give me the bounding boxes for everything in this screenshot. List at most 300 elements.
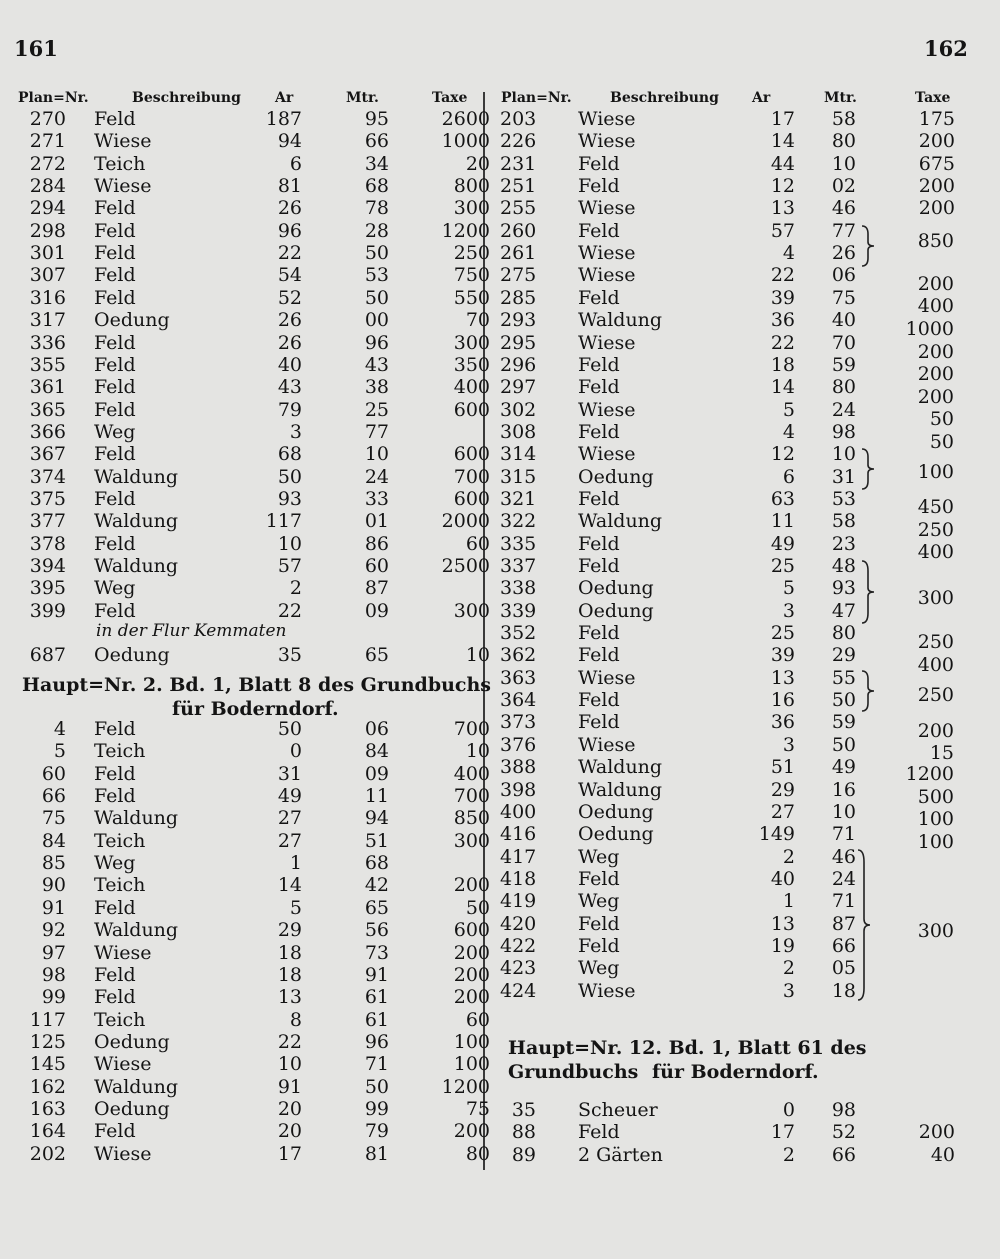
cell-mtr: 33 bbox=[364, 487, 389, 510]
cell-desc: Feld bbox=[94, 264, 136, 287]
cell-plan: 117 bbox=[29, 1008, 66, 1031]
cell-mtr: 24 bbox=[364, 465, 389, 488]
cell-taxe: 250 bbox=[453, 242, 490, 265]
cell-plan: 377 bbox=[29, 510, 66, 533]
cell-plan: 4 bbox=[53, 718, 66, 740]
cell-mtr: 10 bbox=[831, 152, 856, 175]
header-desc-left: Beschreibung bbox=[132, 90, 241, 106]
cell-plan: 88 bbox=[511, 1121, 536, 1144]
cell-desc: Oedung bbox=[94, 1030, 170, 1053]
cell-plan: 255 bbox=[500, 197, 537, 220]
cell-mtr: 68 bbox=[364, 852, 389, 875]
cell-taxe: 200 bbox=[453, 941, 490, 964]
location-note: in der Flur Kemmaten bbox=[96, 621, 287, 641]
cell-desc: Feld bbox=[578, 644, 620, 667]
cell-mtr: 61 bbox=[364, 1008, 389, 1031]
taxe-value: 450 bbox=[917, 496, 954, 518]
taxe-value: 100 bbox=[917, 831, 954, 853]
cell-taxe: 600 bbox=[453, 919, 490, 942]
cell-plan: 295 bbox=[500, 331, 537, 354]
cell-mtr: 24 bbox=[831, 867, 856, 890]
cell-desc: Scheuer bbox=[578, 1099, 658, 1121]
cell-mtr: 09 bbox=[364, 762, 389, 785]
cell-desc: Feld bbox=[578, 689, 620, 712]
page-number-left: 161 bbox=[14, 36, 58, 61]
cell-taxe: 200 bbox=[918, 175, 955, 198]
cell-ar: 94 bbox=[277, 130, 302, 153]
cell-ar: 17 bbox=[770, 1121, 795, 1144]
cell-desc: Wiese bbox=[94, 175, 152, 198]
cell-taxe: 700 bbox=[453, 718, 490, 740]
cell-ar: 187 bbox=[265, 108, 302, 130]
cell-taxe: 75 bbox=[465, 1097, 490, 1120]
header-plan-left: Plan=Nr. bbox=[18, 90, 89, 106]
cell-plan: 163 bbox=[29, 1097, 66, 1120]
cell-desc: Feld bbox=[94, 197, 136, 220]
cell-mtr: 70 bbox=[831, 331, 856, 354]
cell-ar: 1 bbox=[782, 890, 795, 913]
cell-taxe: 350 bbox=[453, 353, 490, 376]
header-mtr-left: Mtr. bbox=[346, 90, 379, 106]
cell-desc: Waldung bbox=[578, 510, 663, 533]
cell-mtr: 52 bbox=[831, 1121, 856, 1144]
cell-mtr: 73 bbox=[364, 941, 389, 964]
cell-plan: 298 bbox=[29, 219, 66, 242]
cell-desc: Weg bbox=[94, 852, 136, 875]
cell-taxe: 1200 bbox=[441, 219, 490, 242]
cell-plan: 364 bbox=[500, 689, 537, 712]
cell-plan: 164 bbox=[29, 1120, 66, 1143]
cell-plan: 394 bbox=[29, 555, 66, 577]
cell-plan: 424 bbox=[500, 979, 537, 1002]
cell-plan: 260 bbox=[500, 219, 537, 242]
taxe-value: 200 bbox=[917, 363, 954, 385]
cell-ar: 13 bbox=[770, 666, 795, 689]
cell-ar: 117 bbox=[265, 510, 302, 533]
cell-ar: 26 bbox=[277, 331, 302, 354]
cell-ar: 22 bbox=[770, 331, 795, 354]
cell-desc: Feld bbox=[94, 487, 136, 510]
cell-desc: Wiese bbox=[94, 130, 152, 153]
cell-plan: 296 bbox=[500, 353, 537, 376]
cell-taxe: 1000 bbox=[441, 130, 490, 153]
cell-desc: Feld bbox=[578, 376, 620, 399]
cell-desc: Wiese bbox=[578, 979, 636, 1002]
cell-mtr: 40 bbox=[831, 309, 856, 332]
cell-desc: Feld bbox=[94, 331, 136, 354]
cell-desc: Feld bbox=[94, 108, 136, 130]
cell-desc: Feld bbox=[94, 532, 136, 555]
cell-plan: 395 bbox=[29, 577, 66, 600]
taxe-value: 250 bbox=[917, 684, 954, 706]
cell-plan: 66 bbox=[41, 785, 66, 808]
cell-desc: Oedung bbox=[94, 309, 170, 332]
cell-plan: 317 bbox=[29, 309, 66, 332]
cell-mtr: 50 bbox=[364, 286, 389, 309]
cell-taxe: 100 bbox=[453, 1053, 490, 1076]
cell-mtr: 87 bbox=[364, 577, 389, 600]
cell-plan: 322 bbox=[500, 510, 537, 533]
cell-mtr: 50 bbox=[364, 1075, 389, 1098]
cell-desc: Feld bbox=[578, 934, 620, 957]
taxe-value: 850 bbox=[917, 230, 954, 252]
cell-mtr: 77 bbox=[831, 219, 856, 242]
cell-taxe: 80 bbox=[465, 1142, 490, 1165]
cell-taxe: 600 bbox=[453, 443, 490, 466]
cell-ar: 13 bbox=[770, 912, 795, 935]
cell-desc: Feld bbox=[94, 376, 136, 399]
cell-plan: 293 bbox=[500, 309, 537, 332]
cell-mtr: 38 bbox=[364, 376, 389, 399]
cell-desc: Weg bbox=[578, 845, 620, 868]
cell-mtr: 59 bbox=[831, 353, 856, 376]
cell-ar: 13 bbox=[277, 986, 302, 1009]
cell-plan: 367 bbox=[29, 443, 66, 466]
cell-desc: Waldung bbox=[94, 919, 179, 942]
cell-desc: Wiese bbox=[578, 331, 636, 354]
cell-desc: Feld bbox=[94, 398, 136, 421]
cell-plan: 145 bbox=[29, 1053, 66, 1076]
cell-ar: 0 bbox=[289, 740, 302, 763]
cell-mtr: 51 bbox=[364, 829, 389, 852]
cell-desc: Feld bbox=[94, 785, 136, 808]
cell-ar: 51 bbox=[770, 756, 795, 779]
cell-plan: 99 bbox=[41, 986, 66, 1009]
cell-plan: 92 bbox=[41, 919, 66, 942]
cell-ar: 14 bbox=[277, 874, 302, 897]
cell-desc: Wiese bbox=[578, 242, 636, 265]
cell-desc: Oedung bbox=[578, 823, 654, 846]
cell-ar: 29 bbox=[770, 778, 795, 801]
cell-plan: 398 bbox=[500, 778, 537, 801]
cell-taxe: 400 bbox=[453, 762, 490, 785]
cell-ar: 3 bbox=[782, 599, 795, 622]
cell-taxe: 200 bbox=[453, 1120, 490, 1143]
section-heading-left-line2: für Boderndorf. bbox=[172, 698, 339, 720]
cell-desc: Oedung bbox=[94, 1097, 170, 1120]
cell-mtr: 80 bbox=[831, 622, 856, 645]
cell-ar: 6 bbox=[782, 465, 795, 488]
cell-taxe: 50 bbox=[465, 896, 490, 919]
taxe-value: 200 bbox=[917, 720, 954, 742]
cell-desc: Waldung bbox=[578, 756, 663, 779]
cell-desc: Feld bbox=[578, 867, 620, 890]
cell-plan: 316 bbox=[29, 286, 66, 309]
section-heading-right-line2: für Boderndorf. bbox=[652, 1061, 819, 1083]
cell-mtr: 94 bbox=[364, 807, 389, 830]
cell-taxe: 675 bbox=[918, 152, 955, 175]
header-desc-right: Beschreibung bbox=[610, 90, 719, 106]
cell-mtr: 05 bbox=[831, 957, 856, 980]
header-ar-left: Ar bbox=[275, 90, 294, 106]
cell-desc: Feld bbox=[578, 286, 620, 309]
cell-ar: 4 bbox=[782, 242, 795, 265]
cell-mtr: 93 bbox=[831, 577, 856, 600]
cell-plan: 419 bbox=[500, 890, 537, 913]
cell-mtr: 29 bbox=[831, 644, 856, 667]
cell-taxe: 1200 bbox=[441, 1075, 490, 1098]
cell-taxe: 800 bbox=[453, 175, 490, 198]
cell-mtr: 18 bbox=[831, 979, 856, 1002]
cell-desc: Waldung bbox=[94, 807, 179, 830]
taxe-value: 200 bbox=[917, 341, 954, 363]
cell-mtr: 91 bbox=[364, 963, 389, 986]
taxe-value: 1000 bbox=[905, 318, 954, 340]
cell-plan: 374 bbox=[29, 465, 66, 488]
cell-mtr: 48 bbox=[831, 555, 856, 577]
cell-plan: 362 bbox=[500, 644, 537, 667]
cell-plan: 89 bbox=[511, 1143, 536, 1166]
cell-ar: 25 bbox=[770, 622, 795, 645]
cell-ar: 17 bbox=[277, 1142, 302, 1165]
cell-plan: 352 bbox=[500, 622, 537, 645]
cell-desc: Feld bbox=[94, 1120, 136, 1143]
cell-plan: 203 bbox=[500, 108, 537, 130]
cell-plan: 366 bbox=[29, 420, 66, 443]
cell-desc: Feld bbox=[578, 152, 620, 175]
cell-taxe: 70 bbox=[465, 309, 490, 332]
cell-mtr: 75 bbox=[831, 286, 856, 309]
cell-taxe: 200 bbox=[918, 197, 955, 220]
cell-taxe: 2500 bbox=[441, 555, 490, 577]
cell-mtr: 59 bbox=[831, 711, 856, 734]
cell-ar: 40 bbox=[770, 867, 795, 890]
cell-mtr: 25 bbox=[364, 398, 389, 421]
cell-ar: 1 bbox=[289, 852, 302, 875]
cell-desc: Oedung bbox=[578, 465, 654, 488]
cell-plan: 162 bbox=[29, 1075, 66, 1098]
cell-plan: 416 bbox=[500, 823, 537, 846]
cell-mtr: 96 bbox=[364, 331, 389, 354]
cell-desc: Teich bbox=[94, 152, 146, 175]
brace-337-339 bbox=[860, 559, 876, 625]
cell-plan: 375 bbox=[29, 487, 66, 510]
cell-desc: Feld bbox=[578, 622, 620, 645]
taxe-value: 100 bbox=[917, 808, 954, 830]
cell-ar: 36 bbox=[770, 309, 795, 332]
cell-plan: 202 bbox=[29, 1142, 66, 1165]
cell-taxe: 300 bbox=[453, 829, 490, 852]
cell-ar: 8 bbox=[289, 1008, 302, 1031]
cell-mtr: 53 bbox=[364, 264, 389, 287]
cell-mtr: 06 bbox=[364, 718, 389, 740]
cell-ar: 68 bbox=[277, 443, 302, 466]
cell-mtr: 06 bbox=[831, 264, 856, 287]
cell-desc: Feld bbox=[578, 555, 620, 577]
cell-ar: 54 bbox=[277, 264, 302, 287]
cell-desc: Wiese bbox=[578, 398, 636, 421]
cell-plan: 355 bbox=[29, 353, 66, 376]
cell-plan: 363 bbox=[500, 666, 537, 689]
cell-plan: 307 bbox=[29, 264, 66, 287]
cell-desc: Feld bbox=[94, 718, 136, 740]
cell-taxe: 300 bbox=[453, 599, 490, 622]
cell-mtr: 84 bbox=[364, 740, 389, 763]
cell-mtr: 50 bbox=[831, 733, 856, 756]
cell-plan: 417 bbox=[500, 845, 537, 868]
cell-mtr: 28 bbox=[364, 219, 389, 242]
cell-desc: Teich bbox=[94, 874, 146, 897]
cell-plan: 420 bbox=[500, 912, 537, 935]
cell-ar: 81 bbox=[277, 175, 302, 198]
cell-plan: 97 bbox=[41, 941, 66, 964]
cell-ar: 18 bbox=[277, 941, 302, 964]
cell-plan: 226 bbox=[500, 130, 537, 153]
cell-desc: Oedung bbox=[94, 644, 170, 666]
cell-plan: 314 bbox=[500, 443, 537, 466]
cell-ar: 22 bbox=[277, 1030, 302, 1053]
cell-mtr: 98 bbox=[831, 1099, 856, 1121]
taxe-value: 200 bbox=[917, 386, 954, 408]
cell-desc: Feld bbox=[94, 762, 136, 785]
cell-desc: Feld bbox=[578, 1121, 620, 1144]
cell-desc: Waldung bbox=[578, 778, 663, 801]
cell-ar: 29 bbox=[277, 919, 302, 942]
cell-ar: 52 bbox=[277, 286, 302, 309]
brace-363-364 bbox=[860, 669, 876, 713]
cell-desc: Weg bbox=[94, 577, 136, 600]
cell-desc: Weg bbox=[578, 890, 620, 913]
cell-desc: Oedung bbox=[578, 577, 654, 600]
cell-plan: 365 bbox=[29, 398, 66, 421]
cell-ar: 22 bbox=[277, 242, 302, 265]
cell-mtr: 58 bbox=[831, 510, 856, 533]
cell-ar: 35 bbox=[277, 644, 302, 666]
cell-plan: 272 bbox=[29, 152, 66, 175]
cell-desc: Waldung bbox=[94, 510, 179, 533]
cell-ar: 5 bbox=[782, 577, 795, 600]
cell-taxe: 750 bbox=[453, 264, 490, 287]
taxe-value: 250 bbox=[917, 519, 954, 541]
page-number-right: 162 bbox=[924, 36, 968, 61]
taxe-value: 1200 bbox=[905, 763, 954, 785]
cell-mtr: 80 bbox=[831, 130, 856, 153]
cell-ar: 36 bbox=[770, 711, 795, 734]
taxe-value: 15 bbox=[929, 742, 954, 764]
cell-plan: 275 bbox=[500, 264, 537, 287]
cell-mtr: 71 bbox=[364, 1053, 389, 1076]
cell-plan: 231 bbox=[500, 152, 537, 175]
section-heading-left-line1: Haupt=Nr. 2. Bd. 1, Blatt 8 des Grundbuchs bbox=[22, 674, 491, 696]
cell-desc: Wiese bbox=[578, 264, 636, 287]
cell-desc: Feld bbox=[578, 219, 620, 242]
cell-taxe: 10 bbox=[465, 740, 490, 763]
cell-ar: 2 bbox=[782, 1143, 795, 1166]
cell-plan: 271 bbox=[29, 130, 66, 153]
cell-desc: Wiese bbox=[94, 1142, 152, 1165]
cell-mtr: 66 bbox=[364, 130, 389, 153]
cell-plan: 297 bbox=[500, 376, 537, 399]
cell-plan: 399 bbox=[29, 599, 66, 622]
cell-mtr: 10 bbox=[831, 443, 856, 466]
cell-desc: Wiese bbox=[578, 108, 636, 130]
cell-ar: 22 bbox=[770, 264, 795, 287]
cell-plan: 84 bbox=[41, 829, 66, 852]
cell-ar: 39 bbox=[770, 644, 795, 667]
cell-ar: 20 bbox=[277, 1097, 302, 1120]
cell-ar: 2 bbox=[289, 577, 302, 600]
cell-mtr: 24 bbox=[831, 398, 856, 421]
cell-mtr: 58 bbox=[831, 108, 856, 130]
cell-mtr: 23 bbox=[831, 532, 856, 555]
cell-ar: 12 bbox=[770, 443, 795, 466]
cell-plan: 336 bbox=[29, 331, 66, 354]
cell-mtr: 86 bbox=[364, 532, 389, 555]
taxe-value: 500 bbox=[917, 786, 954, 808]
cell-ar: 19 bbox=[770, 934, 795, 957]
cell-mtr: 65 bbox=[364, 896, 389, 919]
cell-mtr: 68 bbox=[364, 175, 389, 198]
cell-taxe: 200 bbox=[453, 874, 490, 897]
cell-desc: Feld bbox=[94, 219, 136, 242]
cell-taxe: 100 bbox=[453, 1030, 490, 1053]
cell-mtr: 95 bbox=[364, 108, 389, 130]
cell-desc: Wiese bbox=[94, 1053, 152, 1076]
cell-ar: 3 bbox=[289, 420, 302, 443]
cell-ar: 27 bbox=[277, 807, 302, 830]
cell-taxe: 20 bbox=[465, 152, 490, 175]
cell-mtr: 98 bbox=[831, 420, 856, 443]
cell-plan: 335 bbox=[500, 532, 537, 555]
cell-plan: 378 bbox=[29, 532, 66, 555]
cell-mtr: 96 bbox=[364, 1030, 389, 1053]
cell-mtr: 16 bbox=[831, 778, 856, 801]
cell-mtr: 56 bbox=[364, 919, 389, 942]
cell-taxe: 300 bbox=[453, 197, 490, 220]
cell-ar: 13 bbox=[770, 197, 795, 220]
cell-desc: Feld bbox=[578, 487, 620, 510]
cell-ar: 27 bbox=[277, 829, 302, 852]
cell-ar: 57 bbox=[770, 219, 795, 242]
cell-mtr: 10 bbox=[364, 443, 389, 466]
cell-plan: 90 bbox=[41, 874, 66, 897]
cell-plan: 422 bbox=[500, 934, 537, 957]
cell-plan: 285 bbox=[500, 286, 537, 309]
cell-plan: 423 bbox=[500, 957, 537, 980]
cell-taxe: 400 bbox=[453, 376, 490, 399]
cell-taxe: 10 bbox=[465, 644, 490, 666]
cell-mtr: 26 bbox=[831, 242, 856, 265]
cell-ar: 43 bbox=[277, 376, 302, 399]
cell-plan: 321 bbox=[500, 487, 537, 510]
cell-desc: Feld bbox=[94, 353, 136, 376]
cell-desc: Teich bbox=[94, 829, 146, 852]
section-heading-right-line1: Haupt=Nr. 12. Bd. 1, Blatt 61 des Grundbuchs bbox=[508, 1037, 867, 1083]
cell-desc: Feld bbox=[94, 599, 136, 622]
cell-mtr: 10 bbox=[831, 800, 856, 823]
cell-ar: 5 bbox=[782, 398, 795, 421]
cell-desc: Feld bbox=[94, 286, 136, 309]
cell-taxe: 40 bbox=[930, 1143, 955, 1166]
cell-plan: 302 bbox=[500, 398, 537, 421]
cell-ar: 17 bbox=[770, 108, 795, 130]
cell-plan: 301 bbox=[29, 242, 66, 265]
cell-ar: 14 bbox=[770, 376, 795, 399]
cell-ar: 22 bbox=[277, 599, 302, 622]
cell-desc: Wiese bbox=[578, 130, 636, 153]
cell-desc: Teich bbox=[94, 740, 146, 763]
cell-desc: Wiese bbox=[578, 443, 636, 466]
cell-ar: 10 bbox=[277, 1053, 302, 1076]
cell-desc: Wiese bbox=[578, 666, 636, 689]
cell-taxe: 200 bbox=[453, 963, 490, 986]
cell-taxe: 2000 bbox=[441, 510, 490, 533]
cell-desc: Feld bbox=[94, 443, 136, 466]
cell-ar: 10 bbox=[277, 532, 302, 555]
cell-ar: 96 bbox=[277, 219, 302, 242]
cell-taxe: 175 bbox=[918, 108, 955, 130]
cell-taxe: 600 bbox=[453, 487, 490, 510]
